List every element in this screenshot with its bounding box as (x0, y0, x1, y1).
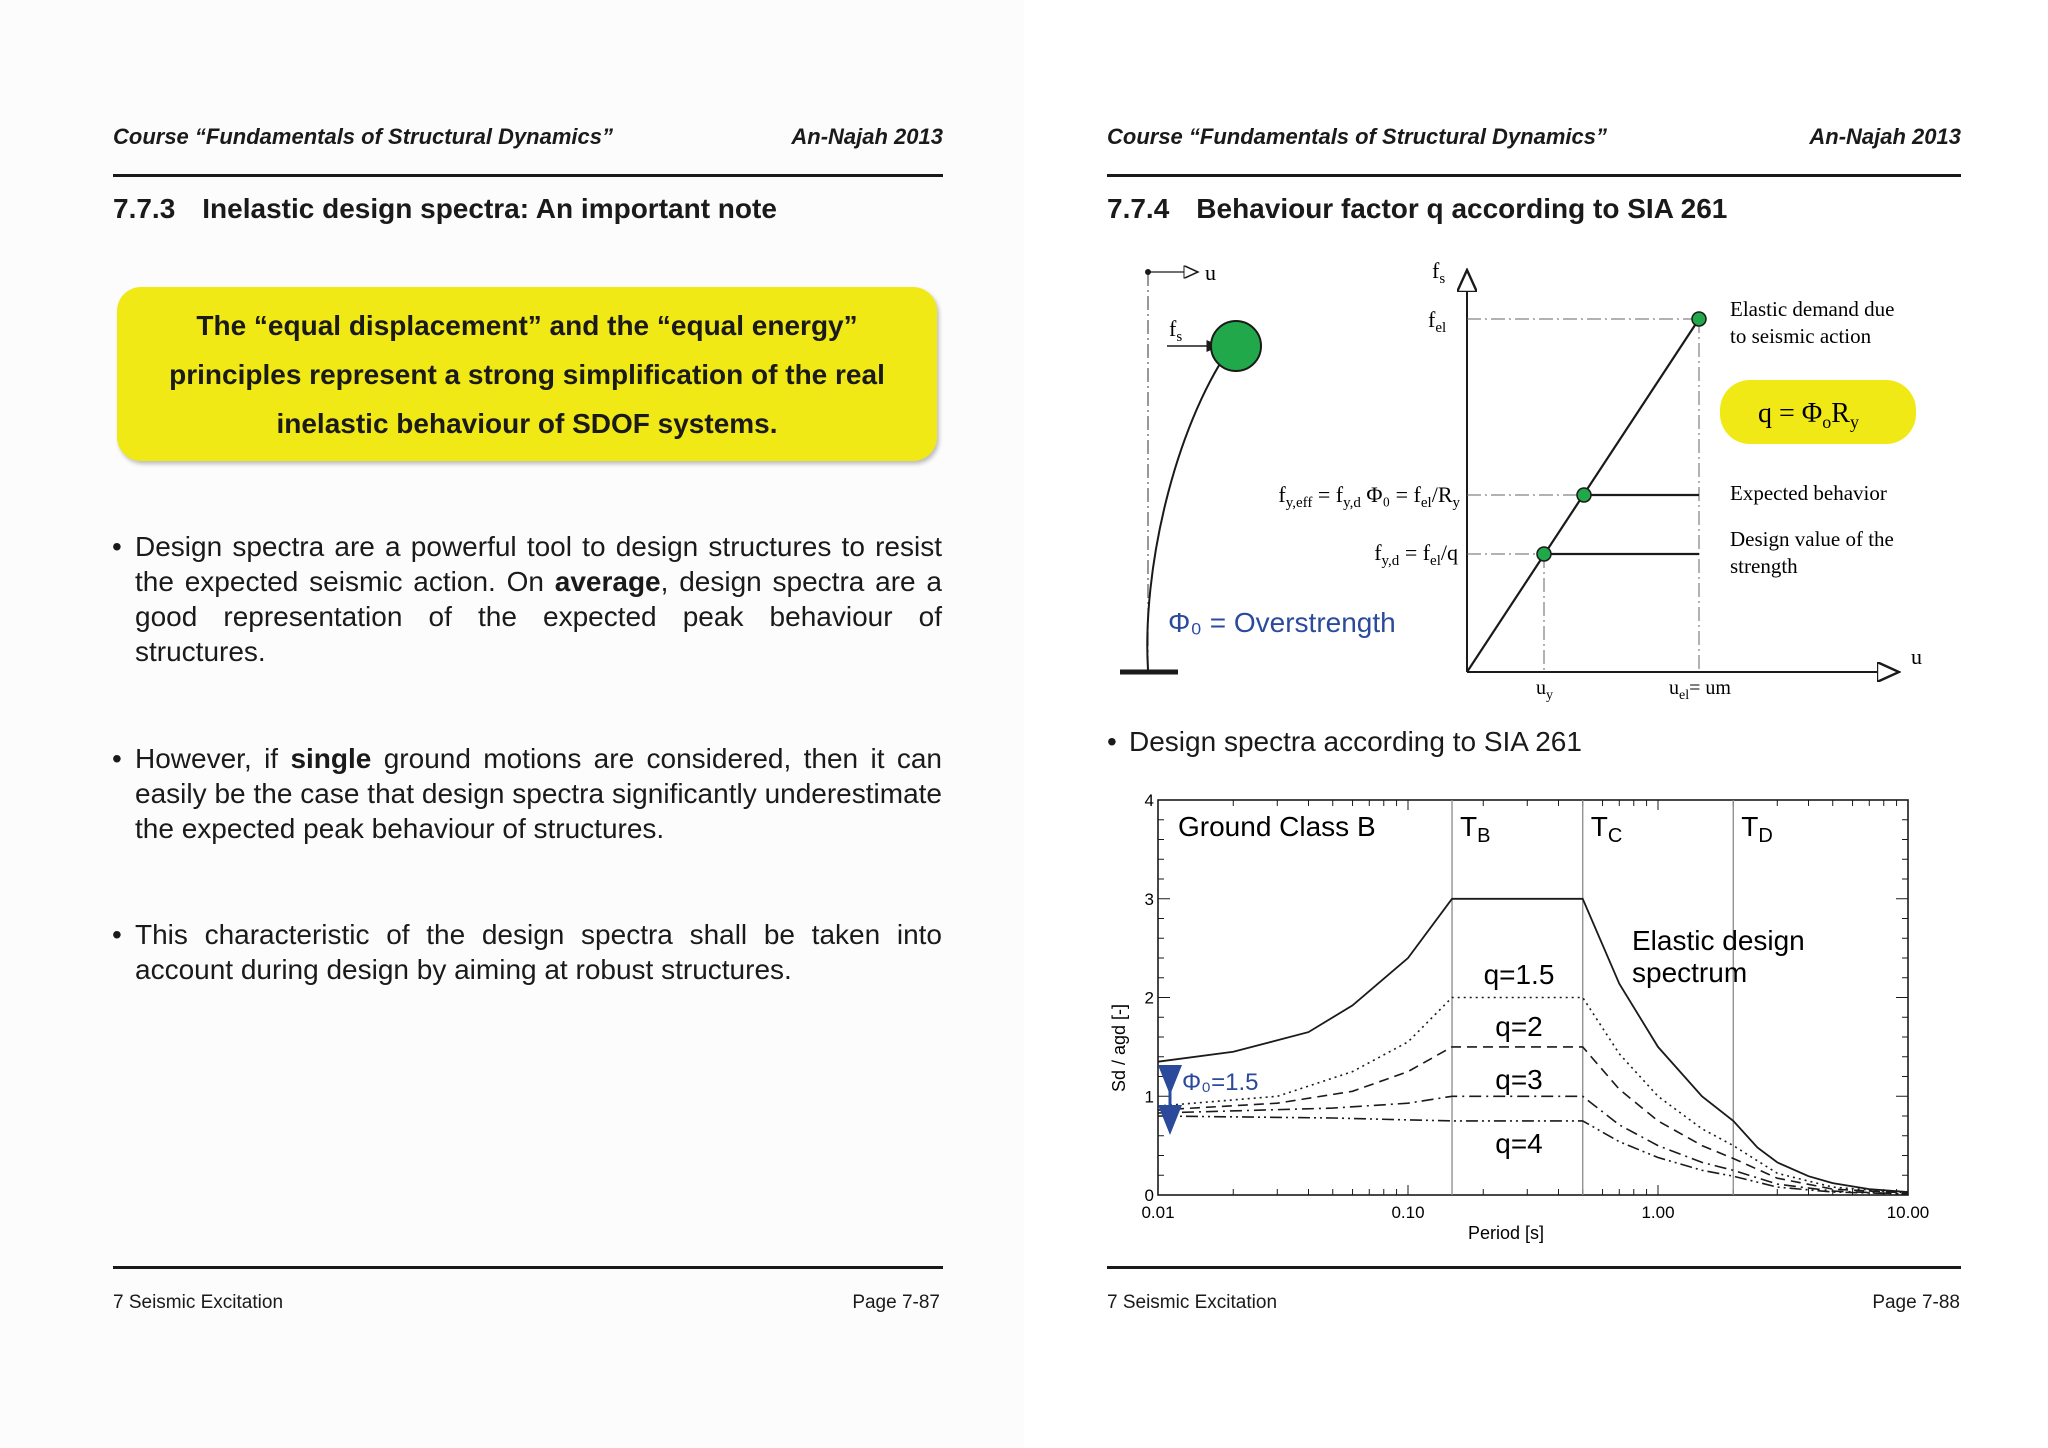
bullet-text: , design spectra are a good representation of the expected peak behaviour of structures. (135, 566, 942, 667)
bullet-item: • However, if single ground motions are considered, then it can easily be the case that design spectra significantly underestimate the expected peak behaviour of structures. (112, 743, 942, 844)
bullet-item: • Design spectra are a powerful tool to design structures to resist the expected seismic action. On average, design spectra are a good representation of the expected peak behaviour of structures. (112, 531, 942, 667)
y-tick-label: 2 (1144, 988, 1154, 1008)
uy-label: $u_y$ (1536, 677, 1553, 703)
fyd-label: $f_{y,d} = f_{el}/q$ (1374, 540, 1458, 569)
y-tick-label: 4 (1144, 791, 1154, 810)
u-axis-label: u (1911, 644, 1922, 669)
behaviour-factor-figure (1024, 250, 2048, 710)
period-marker-label: $T_B$ (1460, 811, 1491, 847)
fel-label: $f_{el}$ (1428, 307, 1447, 336)
highlight-note: The “equal displacement” and the “equal energy” principles represent a strong simplification of the real inelastic behaviour of SDOF systems. (117, 287, 937, 461)
elastic-spectrum-label: spectrum (1632, 957, 1748, 988)
sdof-oscillator (1120, 260, 1396, 672)
expected-yield-point (1577, 488, 1591, 502)
header-place-year: An-Najah 2013 (1809, 124, 1961, 149)
footer-divider (1107, 1266, 1961, 1269)
x-tick-label: 1.00 (1641, 1203, 1675, 1222)
bullet-item: • Design spectra according to SIA 261 (1107, 724, 1947, 759)
series-label-q2: q=2 (1495, 1011, 1543, 1042)
header-course-title: Course “Fundamentals of Structural Dynamics” (113, 124, 613, 149)
chart-title: Ground Class B (1178, 811, 1376, 842)
overstrength-label: Φ₀ = Overstrength (1168, 607, 1396, 638)
x-tick-label: 10.00 (1886, 1203, 1930, 1222)
bullet-emphasis: single (290, 743, 372, 774)
section-heading (1107, 193, 1727, 225)
x-tick-label: 0.01 (1141, 1203, 1175, 1222)
mass-icon (1211, 321, 1261, 371)
footer-page-number: Page 7-87 (852, 1292, 940, 1313)
x-tick-label: 0.10 (1391, 1203, 1425, 1222)
x-axis-label: Period [s] (1467, 1223, 1545, 1243)
period-marker-label: $T_D$ (1741, 811, 1773, 847)
header-place-year: An-Najah 2013 (791, 124, 943, 149)
right-page (1024, 0, 2048, 1448)
section-heading (113, 193, 777, 225)
y-tick-label: 0 (1144, 1186, 1154, 1205)
section-number: 7.7.3 (113, 193, 176, 224)
elastic-spectrum-label: Elastic design (1632, 925, 1805, 956)
expected-behavior-label: Expected behavior (1730, 481, 1887, 505)
bullet-emphasis: average (554, 566, 661, 597)
bullet-text: Design spectra according to SIA 261 (1129, 726, 1582, 757)
series-label-q3: q=3 (1495, 1064, 1543, 1095)
bullet-item: • This characteristic of the design spectra shall be taken into account during design by aiming at robust structures. (112, 919, 942, 985)
period-marker-label: $T_C$ (1590, 811, 1623, 847)
bullet-text: ground motions are considered, then it can easily be the case that design spectra significantly underestimate the expected peak behaviour of structures. (135, 743, 942, 844)
bullet-text: However, if (135, 743, 291, 774)
footer-page-number: Page 7-88 (1872, 1292, 1960, 1313)
design-value-label: strength (1730, 554, 1798, 578)
y-tick-label: 1 (1144, 1087, 1154, 1107)
uel-label: $u_{el}=$ um (1669, 677, 1731, 703)
y-axis-label: Sd / agd [-] (1109, 1003, 1129, 1093)
y-tick-label: 3 (1144, 889, 1154, 909)
bullet-text: This characteristic of the design spectra shall be taken into account during design by aiming at robust structures. (135, 919, 942, 985)
elastic-demand-label: Elastic demand due (1730, 297, 1895, 321)
section-number: 7.7.4 (1107, 193, 1170, 224)
footer-divider (113, 1266, 943, 1269)
elastic-demand-point (1692, 312, 1706, 326)
design-spectra-chart (1024, 780, 2048, 1250)
section-title: Inelastic design spectra: An important note (202, 193, 777, 224)
header-course-title: Course “Fundamentals of Structural Dynamics” (1107, 124, 1607, 149)
fs-axis-label: $f_s$ (1432, 258, 1446, 287)
q-formula: $q = \Phi_oR_y$ (1758, 398, 1859, 432)
header-divider (1107, 174, 1961, 177)
footer-chapter: 7 Seismic Excitation (113, 1292, 284, 1313)
fy-eff-label: $f_{y,eff} = f_{y,d}$ $\Phi_0 = f_{el}/R_y$ (1278, 482, 1460, 511)
header-divider (113, 174, 943, 177)
elastic-demand-label: to seismic action (1730, 324, 1872, 348)
u-label: u (1205, 260, 1216, 285)
footer-chapter: 7 Seismic Excitation (1107, 1292, 1278, 1313)
design-yield-point (1537, 547, 1551, 561)
bullet-text: Design spectra are a powerful tool to design structures to resist the expected seismic action. On (135, 531, 942, 597)
series-label-q1-5: q=1.5 (1483, 959, 1555, 990)
fs-label: $f_s$ (1169, 316, 1183, 345)
series-label-q4: q=4 (1495, 1128, 1543, 1159)
design-value-label: Design value of the (1730, 527, 1894, 551)
section-title: Behaviour factor q according to SIA 261 (1196, 193, 1728, 224)
overstrength-annotation: Φ₀=1.5 (1182, 1069, 1259, 1096)
